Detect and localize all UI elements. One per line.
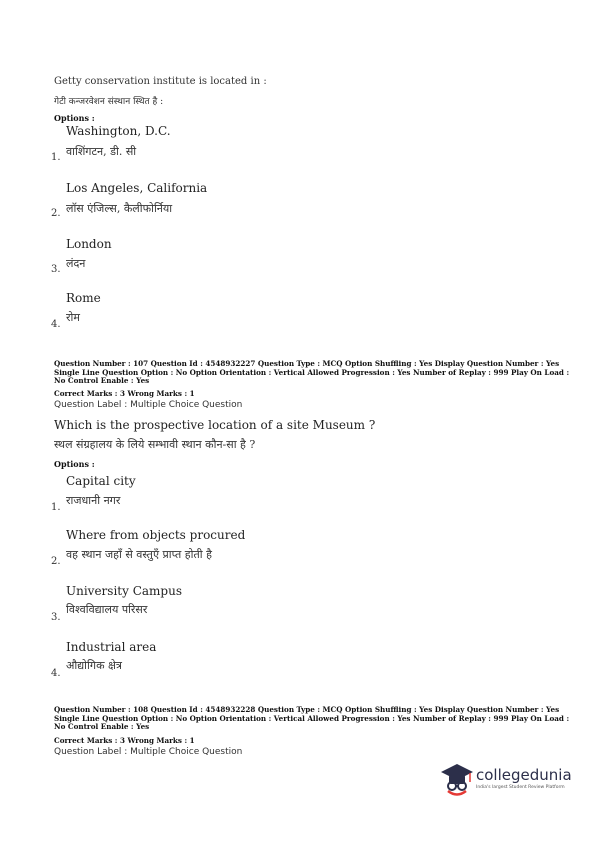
q108-meta [54,706,569,732]
q107-option-3-hi: विश्वविद्यालय परिसर [66,603,148,616]
q107-option-1-hi: राजधानी नगर [66,494,121,507]
q107-option-1-en: Capital city [66,474,136,488]
q106-text-hi: गेटी कन्जरवेशन संस्थान स्थित है : [54,97,164,107]
collegedunia-logo [440,760,580,800]
q107-option-4-hi: औद्योगिक क्षेत्र [66,659,122,672]
q108-meta-line-1: Question Number : 108 Question Id : 4548932228 Question Type : MCQ Option Shuffling : Yes Display Question Number : Yes [54,705,560,714]
q107-option-3-number: 3. [51,612,61,623]
q106-options-label: Options : [54,113,95,123]
q107-question-label: Question Label : Multiple Choice Question [54,400,243,410]
q107-option-2-number: 2. [51,556,61,567]
q107-options-label: Options : [54,459,95,469]
q108-meta-line-3: No Control Enable : Yes [54,722,150,731]
q107-option-1-number: 1. [51,502,61,513]
q106-option-4-en: Rome [66,291,101,305]
q107-option-4-number: 4. [51,668,61,679]
q106-option-1-en: Washington, D.C. [66,124,171,138]
q108-marks: Correct Marks : 3 Wrong Marks : 1 [54,736,195,745]
q106-option-2-number: 2. [51,208,61,219]
graduation-cap-icon [440,762,474,798]
q107-meta-line-3: No Control Enable : Yes [54,376,150,385]
q106-text-en: Getty conservation institute is located in : [54,76,267,87]
q106-option-3-hi: लंदन [66,257,86,270]
logo-tagline: India's largest Student Review Platform [476,785,565,790]
q106-option-2-hi: लॉस एंजिल्स, कैलीफोर्निया [66,202,173,215]
q107-option-3-en: University Campus [66,584,182,598]
q106-option-4-number: 4. [51,319,61,330]
q107-text-en: Which is the prospective location of a site Museum ? [54,418,376,432]
q106-option-4-hi: रोम [66,311,80,324]
q106-option-3-number: 3. [51,264,61,275]
q108-question-label: Question Label : Multiple Choice Question [54,747,243,757]
logo-wordmark: collegedunia [476,766,572,784]
q108-meta-line-2: Single Line Question Option : No Option Orientation : Vertical Allowed Progression : Yes Number of Replay : 999 Play On Load : [54,713,570,723]
q107-meta [54,360,569,386]
q106-option-1-number: 1. [51,152,61,163]
q107-option-4-en: Industrial area [66,640,157,654]
q107-option-2-hi: वह स्थान जहाँ से वस्तुएँ प्राप्त होती है [66,548,212,561]
q107-text-hi: स्थल संग्रहालय के लिये सम्भावी स्थान कौन-सा है ? [54,438,256,451]
q106-option-1-hi: वाशिंगटन, डी. सी [66,145,137,158]
q107-meta-line-1: Question Number : 107 Question Id : 4548932227 Question Type : MCQ Option Shuffling : Yes Display Question Number : Yes [54,359,560,368]
q106-option-3-en: London [66,237,112,251]
q107-marks: Correct Marks : 3 Wrong Marks : 1 [54,389,195,398]
q107-option-2-en: Where from objects procured [66,528,246,542]
q106-option-2-en: Los Angeles, California [66,181,208,195]
q107-meta-line-2: Single Line Question Option : No Option Orientation : Vertical Allowed Progression : Yes Number of Replay : 999 Play On Load : [54,367,570,377]
